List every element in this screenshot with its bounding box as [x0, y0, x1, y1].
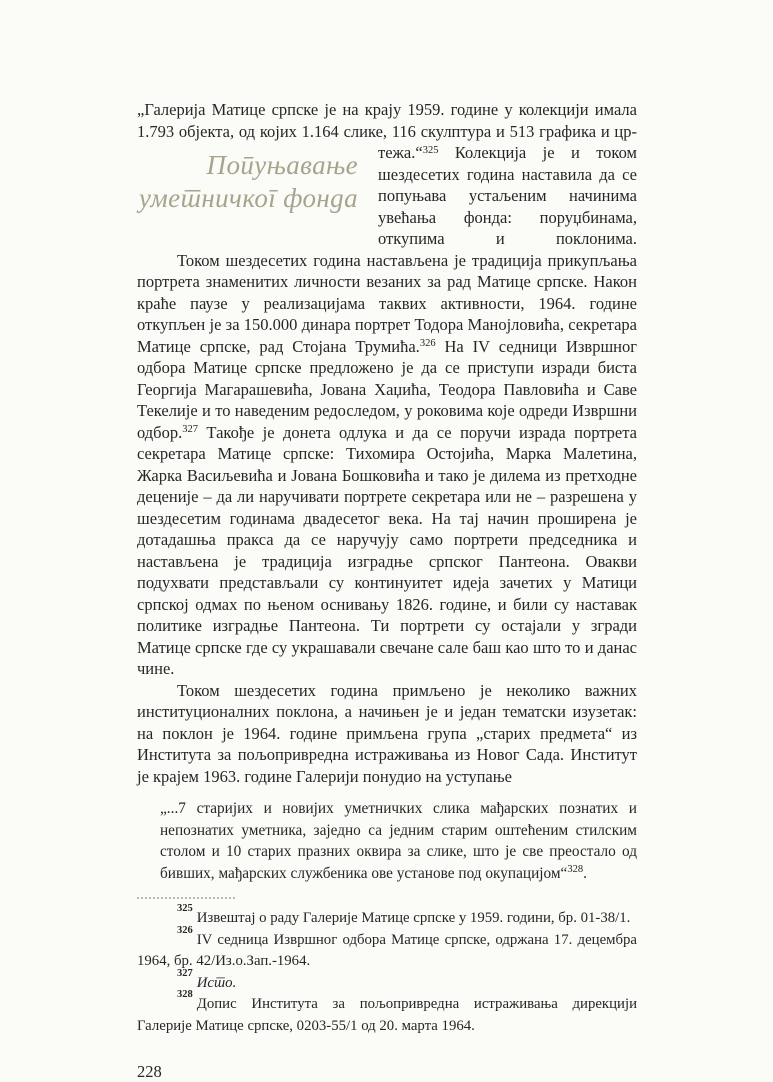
- page-number: 228: [137, 1062, 162, 1081]
- footnote-number: 326: [177, 924, 193, 936]
- footnote-ref-325: 325: [422, 144, 439, 156]
- section-heading-line2: уметничког фонда: [138, 183, 358, 213]
- footnote-number: 325: [177, 903, 193, 915]
- paragraph-2-text: Такође је донета одлука и да се поручи израда портрета секретара Матице српске: Тихомира Остојића, Марка Малетина, Жарка Васиљевића и Јована Бошковића и тако је дилема из претходне деценије – да ли наручивати портрете секретара или не – разрешена у шездесетим годинама двадесетог века. На тај начин проширена је дотадашња пракса да се наручују само портрети председника и настављена је традиција изградње српског Пантеона. Овакви подухвати представљали су континуитет идеја зачетих у Матици српској одмах по њеном оснивању 1826. године, и били су наставак политике изградње Пантеона. Ти портрети су остајали у згради Матице српске где су украшавали свечане сале баш као што то и данас чине.: [137, 422, 637, 678]
- block-quote-text: „...7 старијих и новијих уметничких слика мађарских познатих и непознатих уметника, заједно са једним старим оштећеним стилским столом и 10 старих празних оквира за слике, што је све преостало од бивших, мађарских службеника ове установе под окупацијом“: [160, 800, 637, 882]
- footnote-text: Допис Института за пољопривредна истраживања дирекцији Галерије Матице српске, 0203-55/1 од 20. марта 1964.: [137, 996, 637, 1034]
- paragraph-1-text: Колекција је и током шездесетих година наставила да се попуњава устаљеним начинима увећања фонда: поруџбинама, откупима и поклонима.: [378, 143, 637, 248]
- section-heading-line1: Попуњавање: [206, 150, 358, 180]
- footnote: [137, 903, 637, 930]
- footnotes-block: [137, 903, 637, 1037]
- paragraph-3: Током шездесетих година примљено је неколико важних институционалних поклона, а начињен је и један тематски изузетак: на поклон је 1964. године примљена група „старих предмета“ из Института за пољопривредна истраживања из Новог Сада. Институт је крајем 1963. године Галерији понудио на уступање: [137, 680, 637, 786]
- paragraph-1-opening: „Галерија Матице српске је на крају 1959. године у колекцији имала 1.793 објекта, од којих 1.164 слике, 116 скулптура и 513 графика и цр-: [137, 100, 637, 141]
- paragraph-1-continuation: [378, 142, 637, 250]
- footnote: [137, 967, 637, 995]
- footnote-separator: [137, 897, 235, 899]
- block-quote-text: .: [583, 864, 587, 882]
- block-quote: [160, 798, 637, 884]
- paragraph-2-text: На IV седници Извршног одбора Матице српске предложено је да се приступи изради биста Георгија Магарашевића, Јована Хаџића, Теодора Павловића и Саве Текелије и то наведеним редоследом, у роковима које одреди Извршни одбор.: [137, 336, 637, 442]
- footnote-ref-327: 327: [182, 424, 198, 435]
- paragraph-2-text: Током шездесетих година настављена је традиција прикупљања портрета знаменитих личности везаних за рад Матице српске. Након краће паузе у реализацијама таквих активности, 1964. године откупљен је за 150.000 динара портрет Тодора Манојловића, секретара Матице српске, рад Стојана Трумића.: [137, 250, 637, 356]
- footnote: [137, 989, 637, 1037]
- paragraph-2: [137, 250, 637, 680]
- footnote-text: Исто.: [196, 974, 237, 991]
- footnote-ref-328: 328: [567, 864, 584, 875]
- footnote-text: IV седница Извршног одбора Матице српске, одржана 17. децембра 1964, бр. 42/Из.о.Зап.-1964.: [137, 931, 637, 969]
- footnote-number: 327: [177, 967, 193, 979]
- section-heading: [137, 142, 358, 215]
- footnote: [137, 924, 637, 973]
- footnote-number: 328: [177, 989, 193, 1001]
- heading-wrap-row: [137, 142, 637, 250]
- footnote-text: Извештај о раду Галерије Матице српске у 1959. години, бр. 01-38/1.: [196, 910, 631, 926]
- main-text-block: [137, 99, 637, 884]
- paragraph-1-text: тежа.“: [378, 143, 423, 162]
- footnote-ref-326: 326: [419, 338, 436, 349]
